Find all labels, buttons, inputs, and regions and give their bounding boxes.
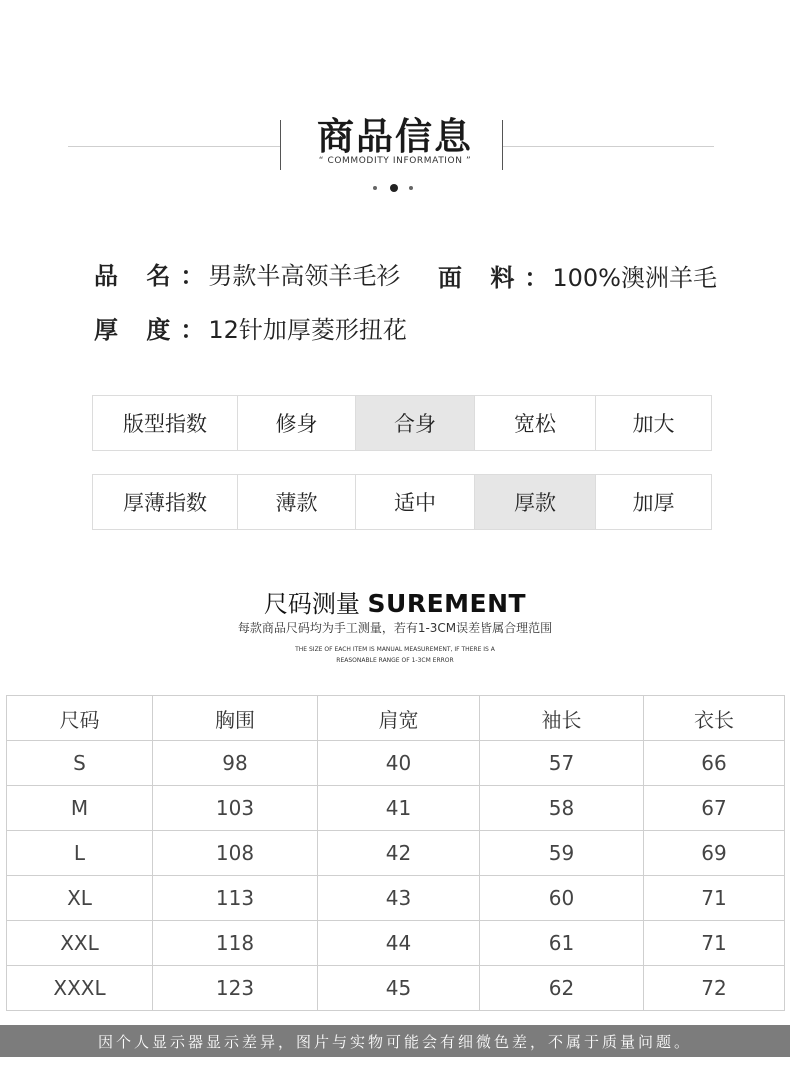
fit-option-slim: 修身 <box>237 396 355 450</box>
cell-shoulder: 45 <box>318 966 480 1011</box>
table-row <box>7 786 785 831</box>
thickness-index-label: 厚薄指数 <box>123 491 207 515</box>
cell-sleeve: 61 <box>480 921 644 966</box>
cell-length: 67 <box>644 786 785 831</box>
info-colon: ： <box>180 316 205 344</box>
header-length: 衣长 <box>644 696 785 741</box>
cell-chest: 98 <box>153 741 318 786</box>
measurement-title-cn: 尺码测量 <box>263 590 360 618</box>
cell-shoulder: 43 <box>318 876 480 921</box>
thickness-option-extra-thick: 加厚 <box>595 475 711 529</box>
cell-size: XXXL <box>7 966 153 1011</box>
thickness-option-thick: 厚款 <box>474 475 595 529</box>
size-table <box>6 695 785 1011</box>
cell-chest: 113 <box>153 876 318 921</box>
cell-chest: 103 <box>153 786 318 831</box>
dot-icon <box>373 186 377 190</box>
cell-shoulder: 42 <box>318 831 480 876</box>
cell-chest: 108 <box>153 831 318 876</box>
table-row <box>7 966 785 1011</box>
cell-chest: 123 <box>153 966 318 1011</box>
table-row <box>7 831 785 876</box>
info-colon: ： <box>180 262 205 290</box>
cell-shoulder: 41 <box>318 786 480 831</box>
thickness-index-table <box>92 474 712 530</box>
cell-length: 69 <box>644 831 785 876</box>
info-name-label: 品 名 <box>94 262 181 290</box>
header-shoulder: 肩宽 <box>318 696 480 741</box>
thickness-option-thin: 薄款 <box>237 475 355 529</box>
cell-size: XL <box>7 876 153 921</box>
info-thickness-value: 12针加厚菱形扭花 <box>208 316 407 344</box>
header-size: 尺码 <box>7 696 153 741</box>
info-fabric-label: 面 料 <box>438 264 525 292</box>
fit-option-loose: 宽松 <box>474 396 595 450</box>
cell-shoulder: 44 <box>318 921 480 966</box>
fit-index-table <box>92 395 712 451</box>
cell-length: 72 <box>644 966 785 1011</box>
cell-size: M <box>7 786 153 831</box>
cell-chest: 118 <box>153 921 318 966</box>
page-title: 商品信息 <box>317 115 473 158</box>
dot-icon <box>409 186 413 190</box>
cell-size: S <box>7 741 153 786</box>
decorative-dots <box>0 182 790 194</box>
thickness-option-medium: 适中 <box>355 475 474 529</box>
size-table-header <box>7 696 785 741</box>
header-chest: 胸围 <box>153 696 318 741</box>
fit-option-regular: 合身 <box>355 396 474 450</box>
info-thickness <box>94 310 407 345</box>
cell-sleeve: 58 <box>480 786 644 831</box>
cell-size: XXL <box>7 921 153 966</box>
cell-sleeve: 62 <box>480 966 644 1011</box>
table-row <box>7 741 785 786</box>
cell-sleeve: 57 <box>480 741 644 786</box>
info-thickness-label: 厚 度 <box>94 316 181 344</box>
header-sleeve: 袖长 <box>480 696 644 741</box>
info-name <box>94 256 400 291</box>
measurement-title <box>0 584 790 619</box>
table-row <box>7 876 785 921</box>
dot-icon <box>390 184 398 192</box>
page-subtitle: “ COMMODITY INFORMATION ” <box>318 156 472 166</box>
cell-length: 71 <box>644 921 785 966</box>
cell-length: 71 <box>644 876 785 921</box>
measurement-subtitle: 每款商品尺码均为手工测量，若有1-3CM误差皆属合理范围 <box>237 621 553 635</box>
info-fabric-value: 100%澳洲羊毛 <box>552 264 717 292</box>
measurement-note-line2: REASONABLE RANGE OF 1-3CM ERROR <box>336 657 454 664</box>
cell-size: L <box>7 831 153 876</box>
cell-shoulder: 40 <box>318 741 480 786</box>
fit-index-label: 版型指数 <box>123 412 207 436</box>
measurement-note-line1: THE SIZE OF EACH ITEM IS MANUAL MEASUREMENT, IF THERE IS A <box>295 646 495 653</box>
disclaimer-footer: 因个人显示器显示差异，图片与实物可能会有细微色差，不属于质量问题。 <box>0 1025 790 1057</box>
info-colon: ： <box>524 264 549 292</box>
info-fabric <box>438 258 717 293</box>
cell-sleeve: 59 <box>480 831 644 876</box>
cell-length: 66 <box>644 741 785 786</box>
fit-option-plus: 加大 <box>595 396 711 450</box>
table-row <box>7 921 785 966</box>
measurement-title-en: SUREMENT <box>367 589 527 618</box>
info-name-value: 男款半高领羊毛衫 <box>208 262 401 290</box>
cell-sleeve: 60 <box>480 876 644 921</box>
